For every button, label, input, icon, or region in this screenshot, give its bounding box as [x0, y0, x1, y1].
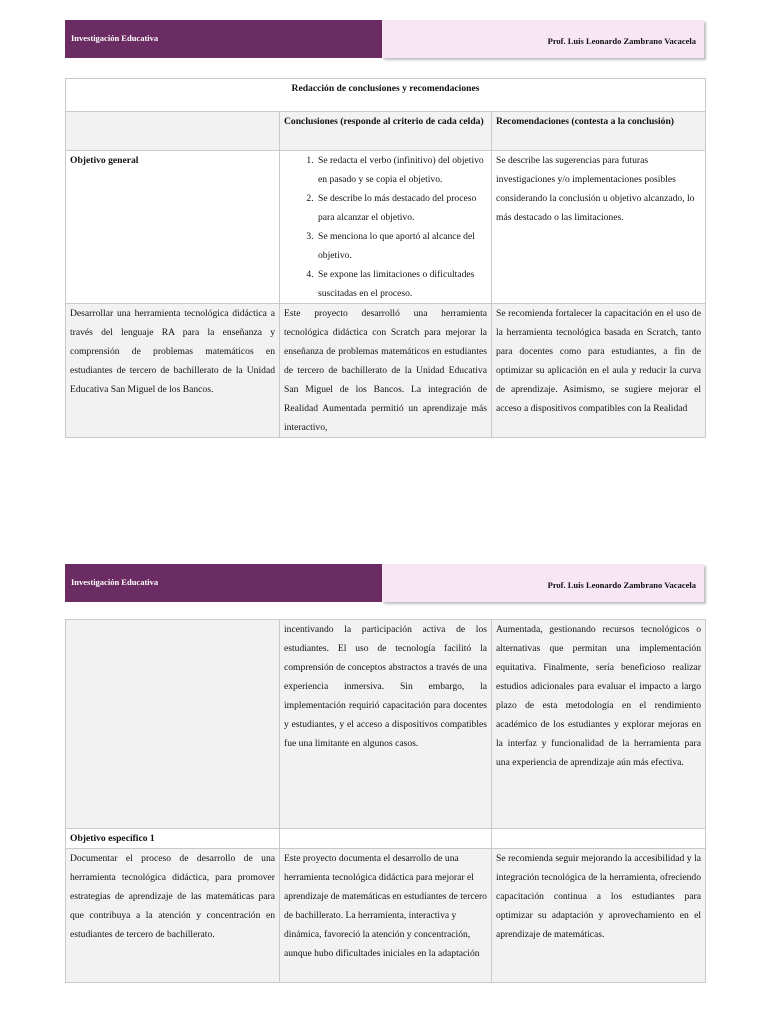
header-left-band	[65, 564, 382, 602]
header-right-band	[382, 564, 704, 602]
recommendation-criteria-cell: Se describe las sugerencias para futuras investigaciones y/o implementaciones posibles considerando la conclusión u objetivo alcanzado, lo más destacado o las limitaciones.	[492, 151, 706, 304]
col-header-conclusiones: Conclusiones (responde al criterio de cada celda)	[280, 112, 492, 151]
recomendacion-general-text: Se recomienda fortalecer la capacitación en el uso de la herramienta tecnológica basada en Scratch, tanto para docentes como para estudiantes, a fin de optimizar su aplicación en el aula y reducir la curva de aprendizaje. Asimismo, se sugiere mejorar el acceso a dispositivos compatibles con la Realidad	[496, 308, 701, 414]
conclusions-table-continued	[65, 619, 706, 983]
objetivo-especifico-1-text: Documentar el proceso de desarrollo de una herramienta tecnológica didáctica, para promover estrategias de aprendizaje de las matemáticas para que contribuya a la atención y concentración en estudiantes de tercero de bachillerato.	[66, 849, 280, 983]
empty-cell	[280, 829, 492, 849]
page-header	[65, 564, 704, 602]
empty-label-cell	[66, 620, 280, 829]
table-row	[66, 304, 706, 438]
criteria-list	[284, 151, 487, 303]
header-left-band	[65, 20, 382, 58]
conclusion-general-part2: incentivando la participación activa de los estudiantes. El uso de tecnología facilitó la comprensión de conceptos abstractos a través de una experiencia inmersiva. Sin embargo, la implementación requirió capacitación para docentes y estudiantes, y el acceso a dispositivos compatibles fue una limitante en algunos casos.	[280, 620, 492, 829]
page-header	[65, 20, 704, 58]
criteria-cell	[280, 151, 492, 304]
recomendacion-especifico-1: Se recomienda seguir mejorando la accesibilidad y la integración tecnológica de la herramienta, ofreciendo capacitación continua a los estudiantes para optimizar su adaptación y aprovechamiento en el aprendizaje de matemáticas.	[492, 849, 706, 983]
list-item: 3. Se menciona lo que aportó al alcance del objetivo.	[316, 227, 487, 265]
header-right-band	[382, 20, 704, 58]
list-item: 2. Se describe lo más destacado del proceso para alcanzar el objetivo.	[316, 189, 487, 227]
conclusion-general-part1	[280, 304, 492, 438]
empty-cell	[492, 829, 706, 849]
header-empty-cell	[66, 112, 280, 151]
list-item: 4. Se expone las limitaciones o dificultades suscitadas en el proceso.	[316, 265, 487, 303]
conclusion-general-text: Este proyecto desarrolló una herramienta tecnológica didáctica con Scratch para mejorar la enseñanza de problemas matemáticos en estudiantes de tercero de bachillerato de la Unidad Educativa San Miguel de los Bancos. La integración de Realidad Aumentada permitió un aprendizaje más interactivo,	[284, 308, 487, 433]
header-author: Prof. Luis Leonardo Zambrano Vacacela	[547, 36, 696, 46]
conclusions-table	[65, 78, 706, 438]
table-title-row	[66, 79, 706, 112]
header-author: Prof. Luis Leonardo Zambrano Vacacela	[547, 580, 696, 590]
header-title: Investigación Educativa	[71, 577, 159, 587]
table-row	[66, 829, 706, 849]
table-title: Redacción de conclusiones y recomendaciones	[66, 79, 706, 112]
table-row	[66, 151, 706, 304]
recomendacion-general-part2: Aumentada, gestionando recursos tecnológicos o alternativas que permitan una implementación equitativa. Finalmente, sería beneficioso realizar estudios adicionales para evaluar el impacto a largo plazo de esta metodología en el rendimiento académico de los estudiantes y explorar mejoras en la interfaz y funcionalidad de la herramienta para una experiencia de aprendizaje aún más efectiva.	[492, 620, 706, 829]
recomendacion-general-part1	[492, 304, 706, 438]
conclusion-especifico-1: Este proyecto documenta el desarrollo de una herramienta tecnológica didáctica para mejorar el aprendizaje de matemáticas en estudiantes de tercero de bachillerato. La herramienta, interactiva y dinámica, favoreció la atención y concentración, aunque hubo dificultades iniciales en la adaptación	[280, 849, 492, 983]
row-label-objetivo-especifico-1: Objetivo específico 1	[66, 829, 280, 849]
list-item: 1. Se redacta el verbo (infinitivo) del objetivo en pasado y se copia el objetivo.	[316, 151, 487, 189]
table-row	[66, 620, 706, 829]
table-row	[66, 849, 706, 983]
row-label-objetivo-general: Objetivo general	[66, 151, 280, 304]
header-title: Investigación Educativa	[71, 33, 159, 43]
col-header-recomendaciones: Recomendaciones (contesta a la conclusión)	[492, 112, 706, 151]
table-header-row	[66, 112, 706, 151]
objetivo-general-text: Desarrollar una herramienta tecnológica didáctica a través del lenguaje RA para la enseñanza y comprensión de problemas matemáticos en estudiantes de tercero de bachillerato de la Unidad Educativa San Miguel de los Bancos.	[66, 304, 280, 438]
